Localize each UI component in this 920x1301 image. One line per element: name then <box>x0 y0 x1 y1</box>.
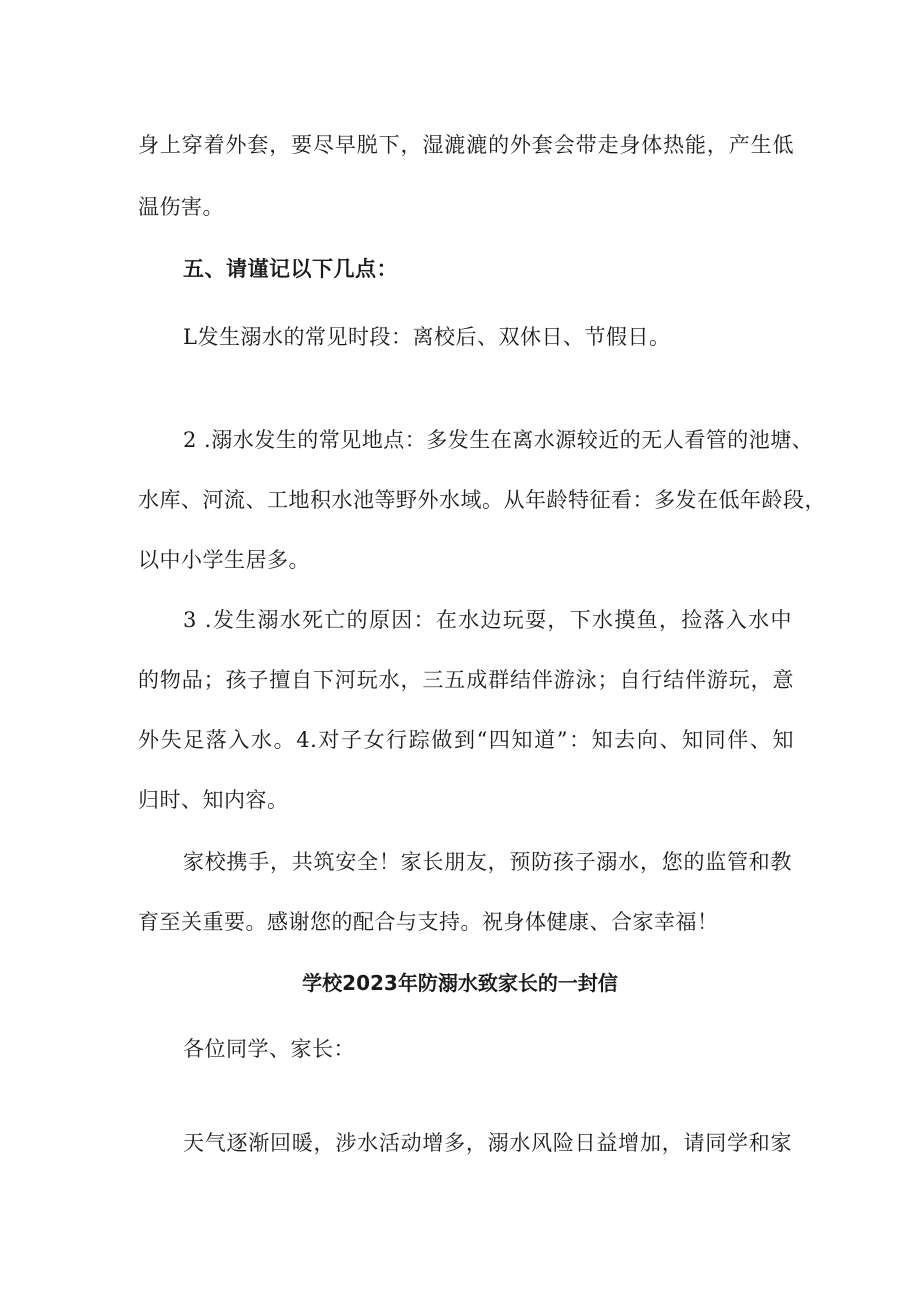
section-heading-five: 五、请谨记以下几点： <box>183 256 398 281</box>
item-2-line-2: 水库、河流、工地积水池等野外水域。从年龄特征看：多发在低年龄段， <box>138 488 826 512</box>
item-2-line-1: 2 .溺水发生的常见地点：多发生在离水源较近的无人看管的池塘、 <box>183 428 814 452</box>
coat-paragraph-line-1: 身上穿着外套，要尽早脱下，湿漉漉的外套会带走身体热能，产生低 <box>138 133 794 157</box>
item-3-line-1: 3 .发生溺水死亡的原因：在水边玩耍，下水摸鱼，捡落入水中 <box>183 608 792 632</box>
item-3-line-3: 外失足落入水。4.对子女行踪做到“四知道”：知去向、知同伴、知 <box>138 728 794 752</box>
item-2-line-3: 以中小学生居多。 <box>138 548 310 572</box>
item-3-line-4: 归时、知内容。 <box>138 788 289 812</box>
greeting: 各位同学、家长： <box>183 1037 355 1061</box>
closing-line-2: 育至关重要。感谢您的配合与支持。祝身体健康、合家幸福！ <box>138 910 719 934</box>
item-3-line-2: 的物品；孩子擅自下河玩水，三五成群结伴游泳；自行结伴游玩，意 <box>138 668 794 692</box>
item-1-common-times: L发生溺水的常见时段：离校后、双休日、节假日。 <box>183 325 671 349</box>
letter-title: 学校2023年防溺水致家长的一封信 <box>302 971 618 995</box>
closing-line-1: 家校携手，共筑安全！家长朋友，预防孩子溺水，您的监管和教 <box>183 850 792 874</box>
coat-paragraph-line-2: 温伤害。 <box>138 195 224 219</box>
intro-line-1: 天气逐渐回暖，涉水活动增多，溺水风险日益增加，请同学和家 <box>183 1131 792 1155</box>
